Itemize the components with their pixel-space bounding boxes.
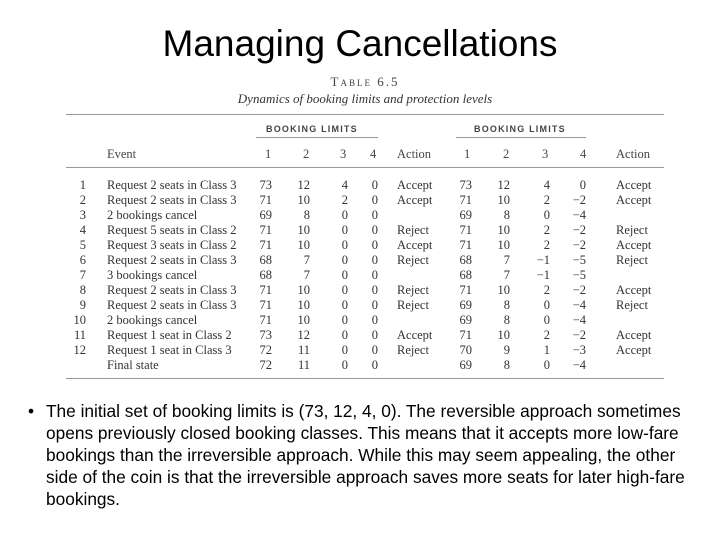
cell-b3: −1 (536, 253, 550, 267)
table-row (66, 298, 664, 313)
cell-bact: Reject (616, 298, 648, 312)
cell-a2: 10 (297, 193, 310, 207)
cell-b2: 8 (503, 298, 510, 312)
cell-bact: Accept (616, 178, 652, 192)
cell-b2: 8 (503, 208, 510, 222)
table-row (66, 238, 664, 253)
cell-num: 10 (73, 313, 86, 327)
cell-a1: 71 (259, 298, 272, 312)
cell-a4: 0 (371, 223, 378, 237)
cell-b3: 1 (543, 343, 550, 357)
header-action-2: Action (616, 147, 651, 161)
table-row (66, 253, 664, 268)
cell-a3: 0 (341, 298, 348, 312)
cell-event: Request 5 seats in Class 2 (107, 223, 237, 237)
cell-aact: Reject (397, 343, 429, 357)
cell-a4: 0 (371, 343, 378, 357)
cell-num: 5 (79, 238, 86, 252)
cell-bact: Reject (616, 253, 648, 267)
cell-b2: 10 (497, 223, 510, 237)
group-line-left (256, 137, 378, 138)
cell-a1: 68 (259, 268, 272, 282)
cell-num: 3 (79, 208, 86, 222)
cell-b1: 71 (459, 238, 472, 252)
cell-b2: 10 (497, 283, 510, 297)
bullet-text: The initial set of booking limits is (73, 12, 4, 0). The reversible approach sometimes opens previously closed booking classes. This means that it accepts more low-fare bookings than the irreversible approach. While this may seem appealing, the other side of the coin is that the irreversible approach saves more seats for later high-fare bookings. (46, 401, 685, 509)
cell-aact: Accept (397, 193, 433, 207)
header-limit-3: 3 (340, 147, 347, 161)
cell-a1: 71 (259, 193, 272, 207)
cell-a3: 4 (341, 178, 348, 192)
header-rule (66, 167, 664, 168)
header-limit-1: 1 (265, 147, 272, 161)
header-limit-3b: 3 (542, 147, 549, 161)
cell-b4: −4 (572, 298, 586, 312)
cell-a2: 10 (297, 283, 310, 297)
cell-event: Request 2 seats in Class 3 (107, 193, 237, 207)
cell-b2: 12 (497, 178, 510, 192)
cell-a2: 12 (297, 328, 310, 342)
cell-b3: 2 (543, 283, 550, 297)
table-row (66, 328, 664, 343)
cell-a3: 0 (341, 313, 348, 327)
table-caption-text: Dynamics of booking limits and protection levels (237, 91, 493, 106)
cell-b1: 69 (459, 208, 472, 222)
cell-num: 11 (73, 328, 86, 342)
cell-b3: 2 (543, 328, 550, 342)
cell-a2: 10 (297, 313, 310, 327)
cell-num: 12 (73, 343, 86, 357)
table-row (66, 268, 664, 283)
cell-bact: Accept (616, 328, 652, 342)
cell-b2: 10 (497, 328, 510, 342)
cell-a1: 68 (259, 253, 272, 267)
cell-a2: 10 (297, 223, 310, 237)
cell-a3: 0 (341, 253, 348, 267)
cell-bact: Accept (616, 283, 652, 297)
cell-a1: 72 (259, 343, 272, 357)
cell-b4: −2 (572, 283, 586, 297)
group-line-right (456, 137, 586, 138)
cell-a4: 0 (371, 313, 378, 327)
cell-aact: Accept (397, 238, 433, 252)
header-event: Event (107, 147, 137, 161)
cell-aact: Accept (397, 328, 433, 342)
cell-a3: 2 (341, 193, 348, 207)
header-limit-2b: 2 (503, 147, 510, 161)
cell-b4: 0 (579, 178, 586, 192)
cell-bact: Accept (616, 193, 652, 207)
cell-b1: 68 (459, 253, 472, 267)
cell-a1: 73 (259, 328, 272, 342)
cell-event: 3 bookings cancel (107, 268, 198, 282)
cell-a4: 0 (371, 238, 378, 252)
cell-a3: 0 (341, 343, 348, 357)
table-top-rule (66, 114, 664, 115)
cell-b2: 7 (503, 253, 510, 267)
cell-event: Final state (107, 358, 159, 372)
cell-event: Request 1 seat in Class 3 (107, 343, 232, 357)
cell-a2: 10 (297, 238, 310, 252)
cell-b2: 10 (497, 238, 510, 252)
cell-b4: −2 (572, 223, 586, 237)
cell-b4: −2 (572, 328, 586, 342)
cell-num: 6 (79, 253, 86, 267)
cell-num: 2 (79, 193, 86, 207)
slide-title: Managing Cancellations (162, 23, 558, 64)
cell-a4: 0 (371, 358, 378, 372)
cell-b1: 69 (459, 358, 472, 372)
cell-a4: 0 (371, 328, 378, 342)
cell-a2: 8 (303, 208, 310, 222)
cell-event: Request 2 seats in Class 3 (107, 253, 237, 267)
cell-a4: 0 (371, 253, 378, 267)
cell-b2: 10 (497, 193, 510, 207)
cell-a3: 0 (341, 283, 348, 297)
table-row (66, 193, 664, 208)
cell-b2: 7 (503, 268, 510, 282)
cell-a4: 0 (371, 208, 378, 222)
header-limit-1b: 1 (464, 147, 471, 161)
cell-num: 9 (79, 298, 86, 312)
table-row (66, 223, 664, 238)
cell-bact: Reject (616, 223, 648, 237)
cell-num: 4 (79, 223, 86, 237)
cell-b3: −1 (536, 268, 550, 282)
cell-a3: 0 (341, 223, 348, 237)
cell-a2: 11 (297, 343, 310, 357)
cell-a1: 69 (259, 208, 272, 222)
cell-b2: 8 (503, 313, 510, 327)
cell-aact: Accept (397, 178, 433, 192)
cell-a1: 71 (259, 238, 272, 252)
cell-event: Request 2 seats in Class 3 (107, 283, 237, 297)
cell-b4: −4 (572, 208, 586, 222)
cell-b1: 71 (459, 283, 472, 297)
cell-aact: Reject (397, 253, 429, 267)
cell-a3: 0 (341, 268, 348, 282)
group-header-right: BOOKING LIMITS (474, 124, 566, 134)
cell-event: 2 bookings cancel (107, 208, 198, 222)
cell-a2: 12 (297, 178, 310, 192)
cell-a4: 0 (371, 178, 378, 192)
header-limit-4: 4 (370, 147, 377, 161)
cell-bact: Accept (616, 238, 652, 252)
cell-event: Request 2 seats in Class 3 (107, 298, 237, 312)
cell-b4: −2 (572, 238, 586, 252)
cell-bact: Accept (616, 343, 652, 357)
cell-a1: 71 (259, 283, 272, 297)
cell-b1: 68 (459, 268, 472, 282)
cell-a3: 0 (341, 238, 348, 252)
table-row (66, 313, 664, 328)
cell-b3: 0 (543, 208, 550, 222)
cell-a1: 73 (259, 178, 272, 192)
cell-b1: 71 (459, 328, 472, 342)
table-row (66, 343, 664, 358)
cell-num: 7 (79, 268, 86, 282)
header-action: Action (397, 147, 432, 161)
table-row (66, 358, 664, 373)
cell-b1: 71 (459, 193, 472, 207)
cell-a4: 0 (371, 298, 378, 312)
cell-a1: 71 (259, 313, 272, 327)
cell-a2: 7 (303, 268, 310, 282)
cell-event: 2 bookings cancel (107, 313, 198, 327)
cell-b2: 8 (503, 358, 510, 372)
bullet-marker: • (28, 401, 35, 421)
cell-num: 8 (79, 283, 86, 297)
cell-event: Request 1 seat in Class 2 (107, 328, 232, 342)
cell-a4: 0 (371, 193, 378, 207)
cell-b4: −4 (572, 358, 586, 372)
cell-a2: 7 (303, 253, 310, 267)
group-header-left: BOOKING LIMITS (266, 124, 358, 134)
cell-b3: 0 (543, 358, 550, 372)
cell-b3: 4 (543, 178, 550, 192)
cell-b3: 2 (543, 238, 550, 252)
cell-a3: 0 (341, 328, 348, 342)
cell-b3: 2 (543, 223, 550, 237)
table-bottom-rule (66, 378, 664, 379)
booking-limits-table (66, 74, 664, 380)
cell-num: 1 (79, 178, 86, 192)
table-row (66, 208, 664, 223)
cell-b1: 73 (459, 178, 472, 192)
cell-event: Request 2 seats in Class 3 (107, 178, 237, 192)
cell-b1: 71 (459, 223, 472, 237)
table-row (66, 178, 664, 193)
cell-aact: Reject (397, 298, 429, 312)
cell-aact: Reject (397, 283, 429, 297)
cell-a3: 0 (341, 358, 348, 372)
cell-b1: 69 (459, 298, 472, 312)
cell-a2: 11 (297, 358, 310, 372)
cell-b4: −5 (572, 253, 586, 267)
header-limit-4b: 4 (580, 147, 587, 161)
cell-a4: 0 (371, 283, 378, 297)
cell-b1: 70 (459, 343, 472, 357)
table-caption-number: Table 6.5 (330, 74, 400, 89)
cell-b3: 0 (543, 313, 550, 327)
header-limit-2: 2 (303, 147, 310, 161)
cell-b3: 0 (543, 298, 550, 312)
cell-a3: 0 (341, 208, 348, 222)
cell-b4: −5 (572, 268, 586, 282)
cell-b3: 2 (543, 193, 550, 207)
cell-aact: Reject (397, 223, 429, 237)
cell-b2: 9 (503, 343, 510, 357)
cell-a4: 0 (371, 268, 378, 282)
cell-b4: −4 (572, 313, 586, 327)
cell-a1: 71 (259, 223, 272, 237)
cell-a1: 72 (259, 358, 272, 372)
cell-b4: −3 (572, 343, 586, 357)
cell-b1: 69 (459, 313, 472, 327)
cell-a2: 10 (297, 298, 310, 312)
table-row (66, 283, 664, 298)
cell-b4: −2 (572, 193, 586, 207)
cell-event: Request 3 seats in Class 2 (107, 238, 237, 252)
